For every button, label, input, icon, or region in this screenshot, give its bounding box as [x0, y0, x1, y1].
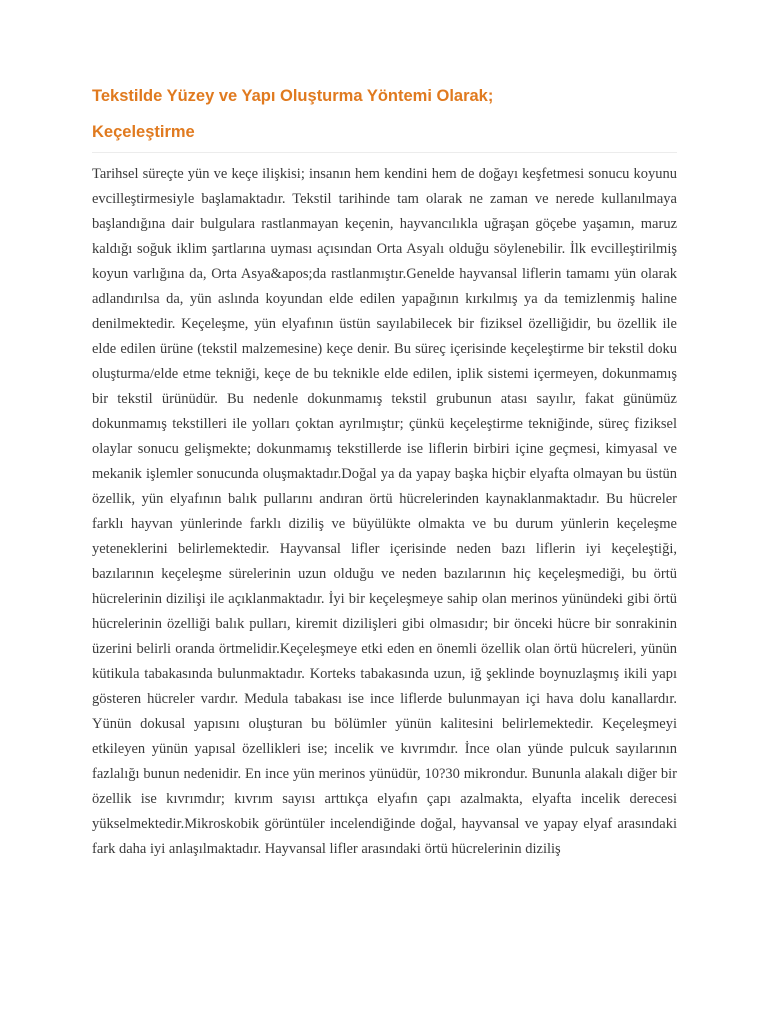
divider	[92, 152, 677, 153]
document-subtitle: Keçeleştirme	[92, 123, 195, 141]
document-body: Tarihsel süreçte yün ve keçe ilişkisi; insanın hem kendini hem de doğayı keşfetmesi sonucu koyunu evcilleştirmesiyle başlamaktadır. Tekstil tarihinde tam olarak ne zaman ve nerede kullanılmaya başlandığına dair bulgulara rastlanmayan keçenin, hayvancılıkla uğraşan göçebe yaşamın, maruz kaldığı soğuk iklim şartlarına uyması açısından Orta Asyalı olduğu söylenebilir. İlk evcilleştirilmiş koyun varlığına da, Orta Asya&apos;da rastlanmıştır.Genelde hayvansal liflerin tamamı yün olarak adlandırılsa da, yün aslında koyundan elde edilen yapağının kırkılmış ya da temizlenmiş haline denilmektedir. Keçeleşme, yün elyafının üstün sayılabilecek bir fiziksel özelliğidir, bu özellik ile elde edilen ürüne (tekstil malzemesine) keçe denir. Bu süreç içerisinde keçeleştirme bir tekstil doku oluşturma/elde etme tekniği, keçe de bu teknikle elde edilen, iplik sistemi içermeyen, dokunmamış bir tekstil ürünüdür. Bu nedenle dokunmamış tekstil grubunun atası sayılır, fakat günümüz dokunmamış tekstilleri ile yolları çoktan ayrılmıştır; çünkü keçeleştirme tekniğinde, süreç fiziksel olaylar sonucu gelişmekte; dokunmamış tekstillerde ise liflerin birbiri içine geçmesi, kimyasal ve mekanik işlemler sonucunda oluşmaktadır.Doğal ya da yapay başka hiçbir elyafta olmayan bu üstün özellik, yün elyafının balık pullarını andıran örtü hücrelerinden kaynaklanmaktadır. Bu hücreler farklı hayvan yünlerinde farklı diziliş ve büyülükte olmakta ve bu durum yünlerin keçeleşme yeteneklerini belirlemektedir. Hayvansal lifler içerisinde neden bazı liflerin iyi keçeleştiği, bazılarının keçeleşme sürelerinin uzun olduğu ve neden bazılarının hiç keçeleşmediği, bu örtü hücrelerinin dizilişi ile açıklanmaktadır. İyi bir keçeleşmeye sahip olan merinos yünündeki gibi örtü hücrelerinin özelliği balık pulları, kiremit dizilişleri gibi olmasıdır; bir önceki hücre bir sonrakinin üzerini belirli oranda örtmelidir.Keçeleşmeye etki eden en önemli özellik olan örtü hücreleri, yünün kütikula tabakasında bulunmaktadır. Korteks tabakasında uzun, iğ şeklinde boynuzlaşmış ikili yapı gösteren hücreler vardır. Medula tabakası ise ince liflerde bulunmayan içi hava dolu kanallardır. Yünün dokusal yapısını oluşturan bu bölümler yünün kalitesini belirlemektedir. Keçeleşmeyi etkileyen yünün yapısal özellikleri ise; incelik ve kıvrımdır. İnce olan yünde pulcuk sayılarının fazlalığı bunun nedenidir. En ince yün merinos yünüdür, 10?30 mikrondur. Bununla alakalı diğer bir özellik ise kıvrımdır; kıvrım sayısı arttıkça elyafın çapı azalmakta, elyafta incelik derecesi yükselmektedir.Mikroskobik görüntüler incelendiğinde doğal, hayvansal ve yapay elyaf arasındaki fark daha iyi anlaşılmaktadır. Hayvansal lifler arasındaki örtü hücrelerinin diziliş	[92, 166, 677, 857]
document-title: Tekstilde Yüzey ve Yapı Oluşturma Yöntemi Olarak;	[92, 87, 494, 105]
